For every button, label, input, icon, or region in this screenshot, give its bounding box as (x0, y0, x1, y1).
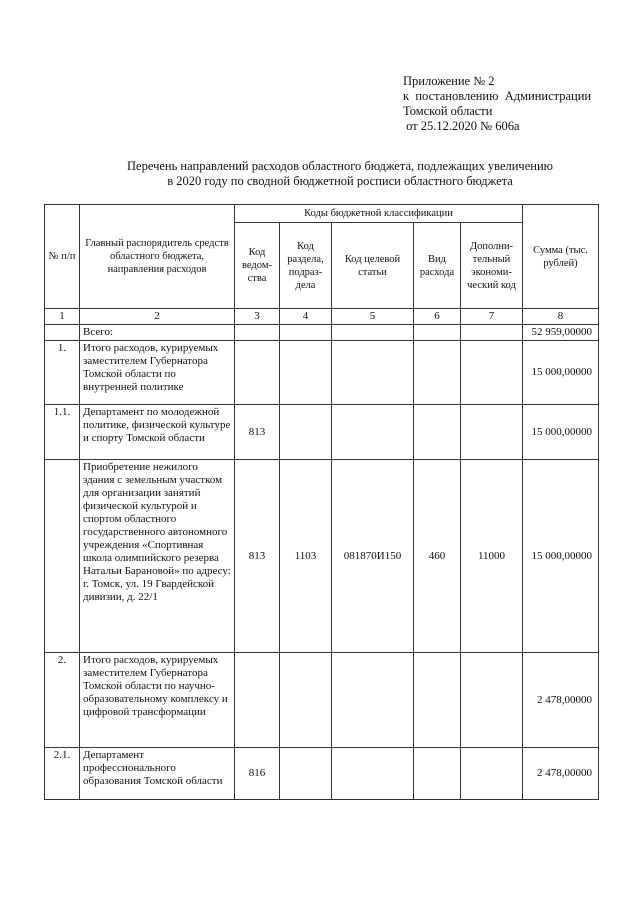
col-index: 4 (280, 309, 332, 325)
table-row (45, 325, 599, 341)
table-row (45, 341, 599, 405)
row-section: 1103 (280, 460, 332, 653)
appendix-note (403, 74, 591, 134)
col-index: 6 (414, 309, 461, 325)
row-name: Всего: (80, 325, 235, 341)
row-sum: 52 959,00000 (523, 325, 599, 341)
table-row (45, 653, 599, 748)
row-name: Итого расходов, курируемых заместителем Губернатора Томской области по внутренней политике (80, 341, 235, 405)
row-extra (461, 653, 523, 748)
row-kind: 460 (414, 460, 461, 653)
row-kind (414, 325, 461, 341)
row-kind (414, 653, 461, 748)
row-extra (461, 405, 523, 460)
row-extra (461, 341, 523, 405)
row-sum: 15 000,00000 (523, 460, 599, 653)
row-target: 081870И150 (332, 460, 414, 653)
row-sum: 2 478,00000 (523, 653, 599, 748)
header-extra: Дополни-тельный экономи-ческий код (461, 223, 523, 309)
row-extra: 11000 (461, 460, 523, 653)
row-dept: 813 (235, 460, 280, 653)
header-section: Код раздела, подраз-дела (280, 223, 332, 309)
col-index: 3 (235, 309, 280, 325)
row-target (332, 653, 414, 748)
row-sum: 15 000,00000 (523, 341, 599, 405)
row-kind (414, 748, 461, 800)
row-sum: 15 000,00000 (523, 405, 599, 460)
row-dept (235, 325, 280, 341)
row-num (45, 460, 80, 653)
row-extra (461, 325, 523, 341)
row-target (332, 325, 414, 341)
row-section (280, 325, 332, 341)
appendix-line: Приложение № 2 (403, 74, 495, 88)
row-dept (235, 341, 280, 405)
row-num: 1.1. (45, 405, 80, 460)
row-name: Приобретение нежилого здания с земельным участком для организации занятий физической культурой и спортом областного государственного автономного учреждения «Спортивная школа олимпийского резерва Натальи Барановой» по адресу: г. Томск, ул. 19 Гвардейской дивизии, д. 22/1 (80, 460, 235, 653)
column-index-row (45, 309, 599, 325)
row-section (280, 653, 332, 748)
col-index: 5 (332, 309, 414, 325)
row-dept: 816 (235, 748, 280, 800)
appendix-line: Томской области (403, 104, 493, 118)
table-row (45, 405, 599, 460)
header-codes-group: Коды бюджетной классификации (235, 205, 523, 223)
title-line: Перечень направлений расходов областного бюджета, подлежащих увеличению (127, 159, 553, 173)
row-num: 2. (45, 653, 80, 748)
document-title (60, 159, 620, 189)
row-name: Департамент по молодежной политике, физической культуре и спорту Томской области (80, 405, 235, 460)
row-section (280, 405, 332, 460)
row-num: 1. (45, 341, 80, 405)
header-kind: Вид расхода (414, 223, 461, 309)
table-row (45, 748, 599, 800)
header-num: № п/п (45, 205, 80, 309)
header-sum: Сумма (тыс. рублей) (523, 205, 599, 309)
col-index: 2 (80, 309, 235, 325)
row-target (332, 748, 414, 800)
col-index: 7 (461, 309, 523, 325)
title-line: в 2020 году по сводной бюджетной росписи областного бюджета (167, 174, 513, 188)
row-target (332, 341, 414, 405)
col-index: 1 (45, 309, 80, 325)
row-section (280, 341, 332, 405)
row-kind (414, 405, 461, 460)
appendix-line: к постановлению Администрации (403, 89, 592, 103)
row-sum: 2 478,00000 (523, 748, 599, 800)
row-dept: 813 (235, 405, 280, 460)
row-num (45, 325, 80, 341)
expenditure-table (44, 204, 599, 800)
header-name: Главный распорядитель средств областного бюджета, направления расходов (80, 205, 235, 309)
col-index: 8 (523, 309, 599, 325)
row-section (280, 748, 332, 800)
appendix-line: от 25.12.2020 № 606а (403, 119, 520, 133)
header-row (45, 205, 599, 223)
table-row (45, 460, 599, 653)
header-target: Код целевой статьи (332, 223, 414, 309)
row-target (332, 405, 414, 460)
row-num: 2.1. (45, 748, 80, 800)
header-dept: Код ведом-ства (235, 223, 280, 309)
row-name: Департамент профессионального образования Томской области (80, 748, 235, 800)
row-dept (235, 653, 280, 748)
row-kind (414, 341, 461, 405)
row-extra (461, 748, 523, 800)
row-name: Итого расходов, курируемых заместителем Губернатора Томской области по научно-образовательному комплексу и цифровой трансформации (80, 653, 235, 748)
